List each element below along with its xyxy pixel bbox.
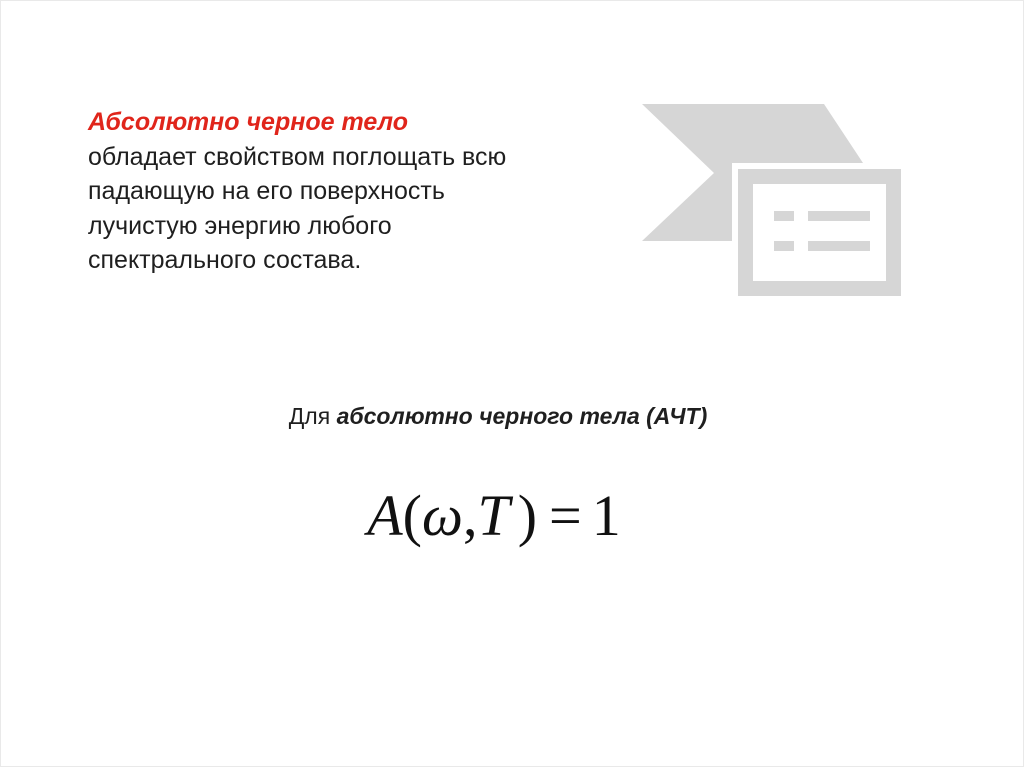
formula-arg-t: T [477, 483, 510, 548]
formula [1, 481, 987, 551]
formula-equals: = [549, 483, 582, 548]
formula-arg-omega: ω [422, 483, 463, 548]
statement [1, 401, 995, 431]
slide-layout-placeholder-icon [631, 96, 911, 306]
list-bullet [774, 211, 794, 221]
list-bullet [774, 241, 794, 251]
formula-open-paren: ( [402, 483, 422, 548]
formula-value: 1 [591, 483, 621, 548]
list-line [808, 241, 870, 251]
definition-line: спектрального состава. [88, 246, 362, 274]
definition-line: лучистую энергию любого [88, 211, 392, 240]
formula-comma: , [462, 483, 478, 548]
formula-close-paren: ) [517, 483, 538, 548]
statement-emphasis: абсолютно черного тела (АЧТ) [336, 403, 708, 429]
statement-prefix: Для [288, 403, 331, 429]
definition-term: Абсолютно черное тело [88, 108, 409, 136]
definition-block [88, 105, 628, 278]
formula-function: A [367, 483, 403, 548]
box-interior [753, 184, 886, 281]
definition-line: обладает свойством поглощать всю [88, 142, 507, 171]
definition-line: падающую на его поверхность [88, 177, 445, 205]
list-line [808, 211, 870, 221]
